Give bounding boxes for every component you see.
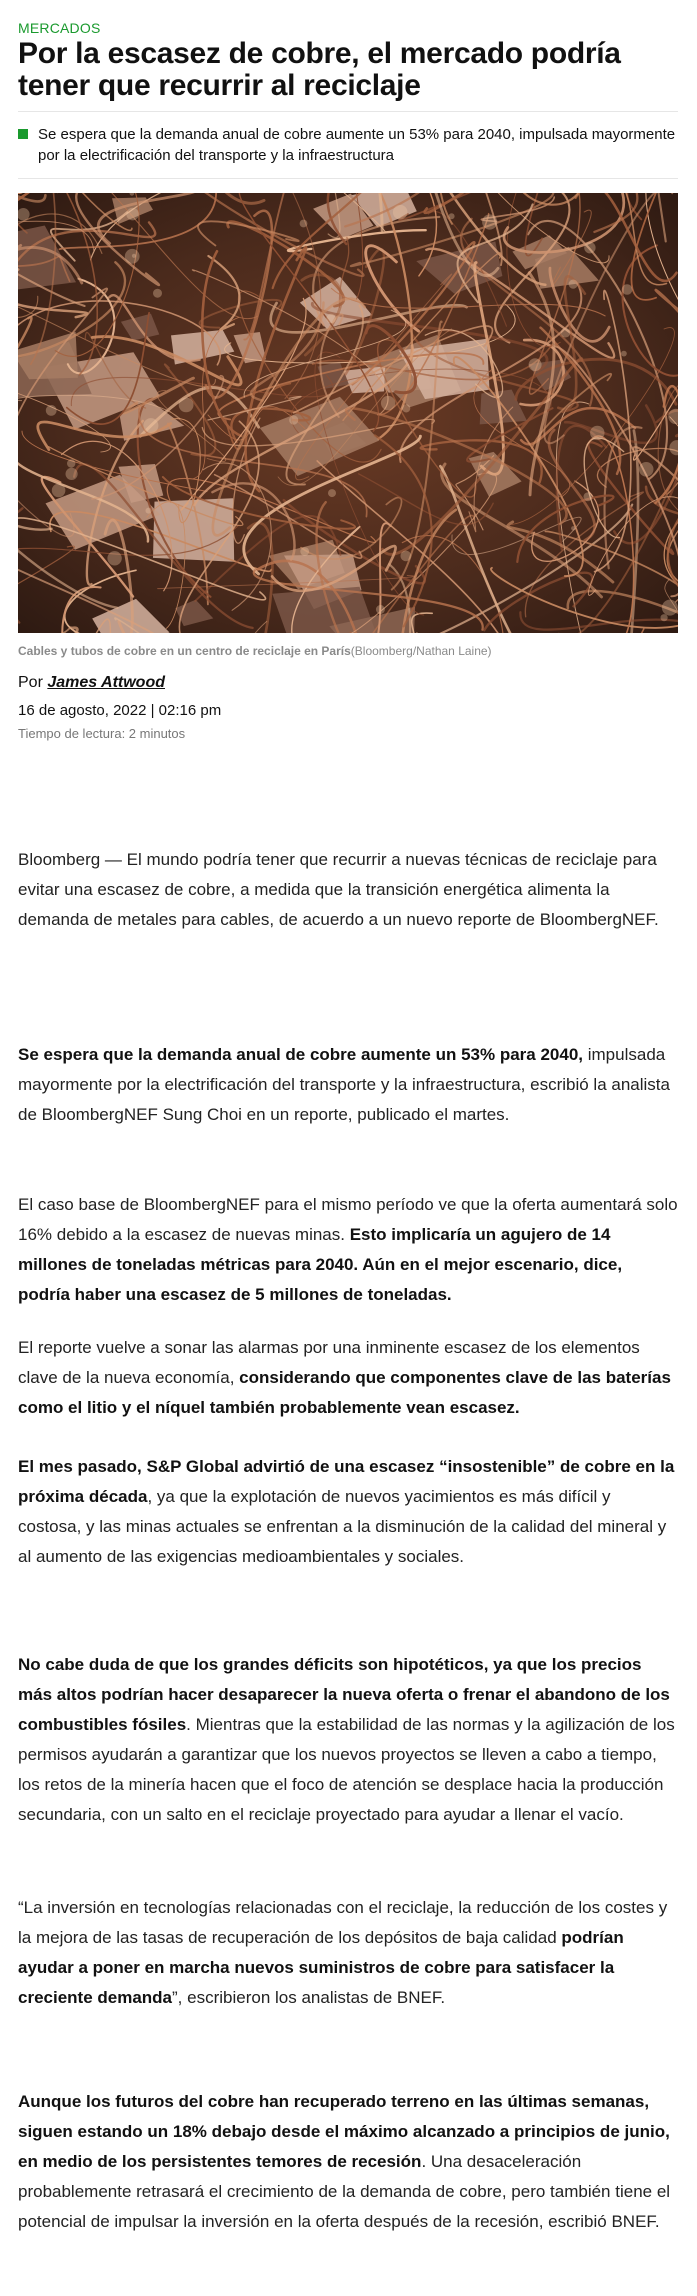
highlight (132, 254, 136, 258)
summary-text: Se espera que la demanda anual de cobre aumente un 53% para 2040, impulsada mayormente por la electrificación del transporte y la infraestructura (38, 126, 676, 164)
byline-prefix: Por (18, 674, 48, 691)
highlight (381, 396, 395, 410)
paragraph-bold-run: El mes pasado, S&P Global advirtió de una escasez “insostenible” de cobre en la próxima década (18, 1457, 675, 1506)
paragraph-bold-run: Aunque los futuros del cobre han recuperado terreno en las últimas semanas, siguen estando un 18% debajo desde el máximo alcanzado a principios de junio, en medio de los persistentes temores de recesión (18, 2092, 670, 2171)
copper-scrap-photo (18, 193, 678, 633)
highlight (393, 205, 408, 220)
photo-caption (18, 643, 678, 659)
highlight (326, 314, 336, 324)
highlight (569, 280, 578, 289)
paragraph-run: impulsada mayormente por la electrificación del transporte y la infraestructura, escribió la analista de BloombergNEF Sung Choi en un reporte, publicado el martes. (18, 1045, 670, 1124)
section-label[interactable]: MERCADOS (18, 20, 101, 36)
highlight (126, 208, 139, 221)
read-time: Tiempo de lectura: 2 minutos (18, 726, 186, 741)
highlight (571, 526, 575, 530)
highlight (402, 404, 410, 412)
publish-date: 16 de agosto, 2022 | 02:16 pm (18, 702, 222, 719)
summary-bullet-icon (18, 129, 28, 139)
photo-credit: (Bloomberg/Nathan Laine) (350, 644, 492, 658)
paragraph (18, 1452, 678, 1572)
divider (18, 111, 678, 112)
highlight (67, 459, 75, 467)
highlight (529, 358, 542, 371)
highlight (449, 213, 455, 219)
highlight (289, 415, 298, 424)
paragraph (18, 1333, 678, 1423)
author-link[interactable]: James Attwood (47, 674, 165, 691)
byline (18, 674, 165, 692)
paragraph-bold-run: No cabe duda de que los grandes déficits son hipotéticos, ya que los precios más altos podrían hacer desaparecer la nueva oferta o frenar el abandono de los combustibles fósiles (18, 1655, 670, 1734)
highlight (376, 605, 385, 614)
paragraph-run: ”, escribieron los analistas de BNEF. (172, 1988, 446, 2007)
paragraph (18, 1893, 678, 2013)
paragraph-run: . Una desaceleración probablemente retrasará el crecimiento de la demanda de cobre, pero también tiene el potencial de impulsar la inversión en la oferta después de la recesión, escribió BNEF. (18, 2152, 671, 2231)
paragraph-run: Bloomberg — El mundo podría tener que recurrir a nuevas técnicas de reciclaje para evitar una escasez de cobre, a medida que la transición energética alimenta la demanda de metales para cables, de acuerdo a un nuevo reporte de BloombergNEF. (18, 850, 659, 929)
highlight (584, 242, 595, 253)
highlight (662, 600, 678, 616)
highlight (46, 405, 57, 416)
highlight (300, 220, 308, 228)
highlight (146, 508, 152, 514)
highlight (590, 426, 604, 440)
highlight (561, 328, 571, 338)
paragraph (18, 1040, 678, 1130)
highlight (584, 492, 593, 501)
highlight (661, 614, 668, 621)
highlight (107, 551, 121, 565)
paragraph (18, 1650, 678, 1830)
paragraph-bold-run: podrían ayudar a poner en marcha nuevos suministros de cobre para satisfacer la creciente demanda (18, 1928, 624, 2007)
divider (18, 178, 678, 179)
paragraph-run: . Mientras que la estabilidad de las normas y la agilización de los permisos ayudarán a garantizar que los nuevos proyectos se lleven a cabo a tiempo, los retos de la minería hacen que el foco de atención se desplace hacia la producción secundaria, con un salto en el reciclaje proyectado para ayudar a llenar el vacío. (18, 1715, 675, 1824)
paragraph (18, 845, 678, 935)
paragraph-run: El caso base de BloombergNEF para el mismo período ve que la oferta aumentará solo 16% debido a la escasez de nuevas minas. (18, 1195, 678, 1244)
summary (18, 124, 678, 166)
highlight (622, 284, 633, 295)
highlight (300, 547, 309, 556)
highlight (52, 484, 66, 498)
highlight (401, 551, 412, 562)
paragraph-run: , ya que la explotación de nuevos yacimientos es más difícil y costosa, y las minas actuales se enfrentan a la disminución de la calidad del mineral y al aumento de las exigencias medioambientales y sociales. (18, 1487, 667, 1566)
highlight (639, 462, 654, 477)
highlight (621, 351, 627, 357)
highlight (153, 289, 162, 298)
paragraph-bold-run: considerando que componentes clave de las baterías como el litio y el níquel también probablemente vean escasez. (18, 1368, 671, 1417)
highlight (328, 489, 336, 497)
paragraph (18, 1190, 678, 1310)
paragraph (18, 2087, 678, 2237)
highlight (143, 418, 158, 433)
paragraph-run: “La inversión en tecnologías relacionadas con el reciclaje, la reducción de los costes y la mejora de las tasas de recuperación de los depósitos de baja calidad (18, 1898, 668, 1947)
paragraph-run: El reporte vuelve a sonar las alarmas por una inminente escasez de los elementos clave de la nueva economía, (18, 1338, 640, 1387)
headline: Por la escasez de cobre, el mercado podría tener que recurrir al reciclaje (18, 37, 621, 102)
caption-text: Cables y tubos de cobre en un centro de reciclaje en París (18, 644, 351, 658)
highlight (482, 214, 497, 229)
highlight (179, 398, 194, 413)
paragraph-bold-run: Se espera que la demanda anual de cobre aumente un 53% para 2040, (18, 1045, 584, 1064)
paragraph-bold-run: Esto implicaría un agujero de 14 millones de toneladas métricas para 2040. Aún en el mejor escenario, dice, podría haber una escasez de 5 millones de toneladas. (18, 1225, 623, 1304)
highlight (66, 468, 78, 480)
article-photo (18, 193, 678, 633)
